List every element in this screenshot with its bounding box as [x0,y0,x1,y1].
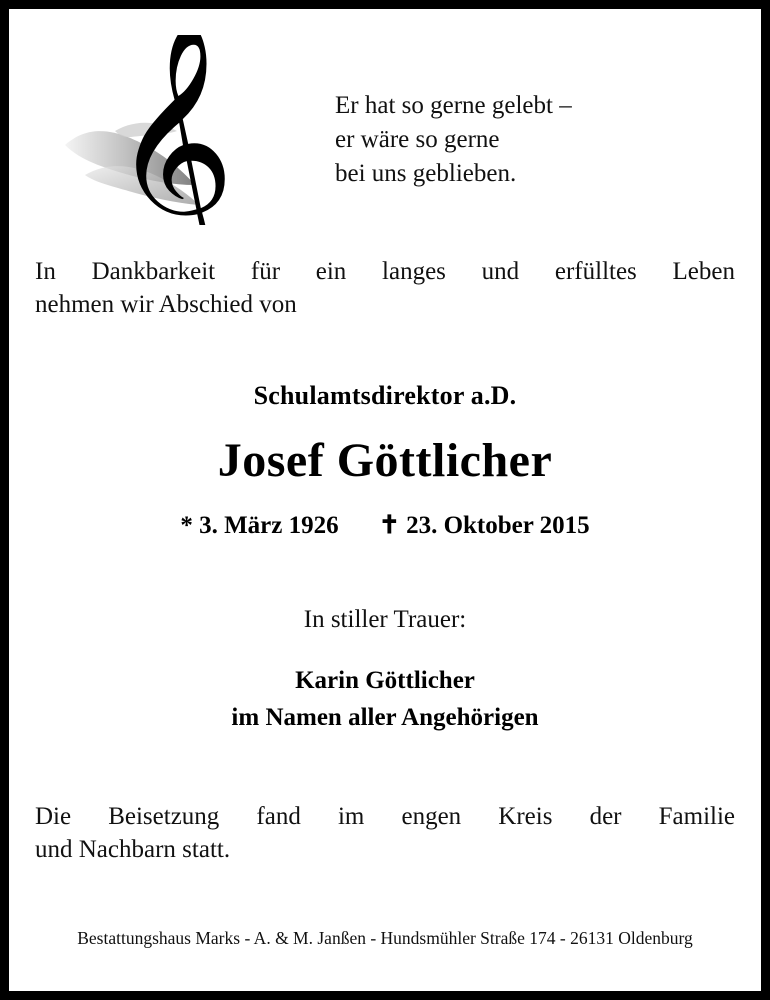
closing-text [35,800,735,866]
death-date-group [379,512,590,539]
birth-star-icon: * [180,512,193,539]
obituary-content [35,27,735,977]
funeral-home-footer: Bestattungshaus Marks - A. & M. Janßen - Hundsmühler Straße 174 - 26131 Oldenburg [77,928,693,948]
mourner-name: Karin Göttlicher [295,667,475,694]
deceased-title: Schulamtsdirektor a.D. [253,381,517,410]
obituary-frame [6,6,764,994]
verse-line-3: bei uns geblieben. [335,160,517,187]
top-area [35,27,735,227]
intro-line-2: nehmen wir Abschied von [35,291,297,318]
birth-date: 3. März 1926 [199,512,339,539]
deceased-dates [35,510,735,540]
birth-date-group [180,512,345,539]
verse-line-2: er wäre so gerne [335,126,500,153]
mourners-list [35,662,735,736]
closing-line-2: und Nachbarn statt. [35,836,231,863]
closing-line-1: Die Beisetzung fand im engen Kreis der Familie [35,803,735,830]
intro-text [35,255,735,321]
cross-icon: ✝ [378,512,400,539]
treble-clef-note-icon [55,35,265,225]
death-date: 23. Oktober 2015 [406,512,590,539]
verse-line-1: Er hat so gerne gelebt – [335,92,572,119]
svg-text:𝄞: 𝄞 [110,35,236,225]
verse [335,89,735,191]
intro-line-1: In Dankbarkeit für ein langes und erfülltes Leben [35,258,735,285]
deceased-name: Josef Göttlicher [217,434,553,487]
mourner-note: im Namen aller Angehörigen [231,704,539,731]
mourning-intro: In stiller Trauer: [303,606,467,633]
deceased-block [35,381,735,540]
